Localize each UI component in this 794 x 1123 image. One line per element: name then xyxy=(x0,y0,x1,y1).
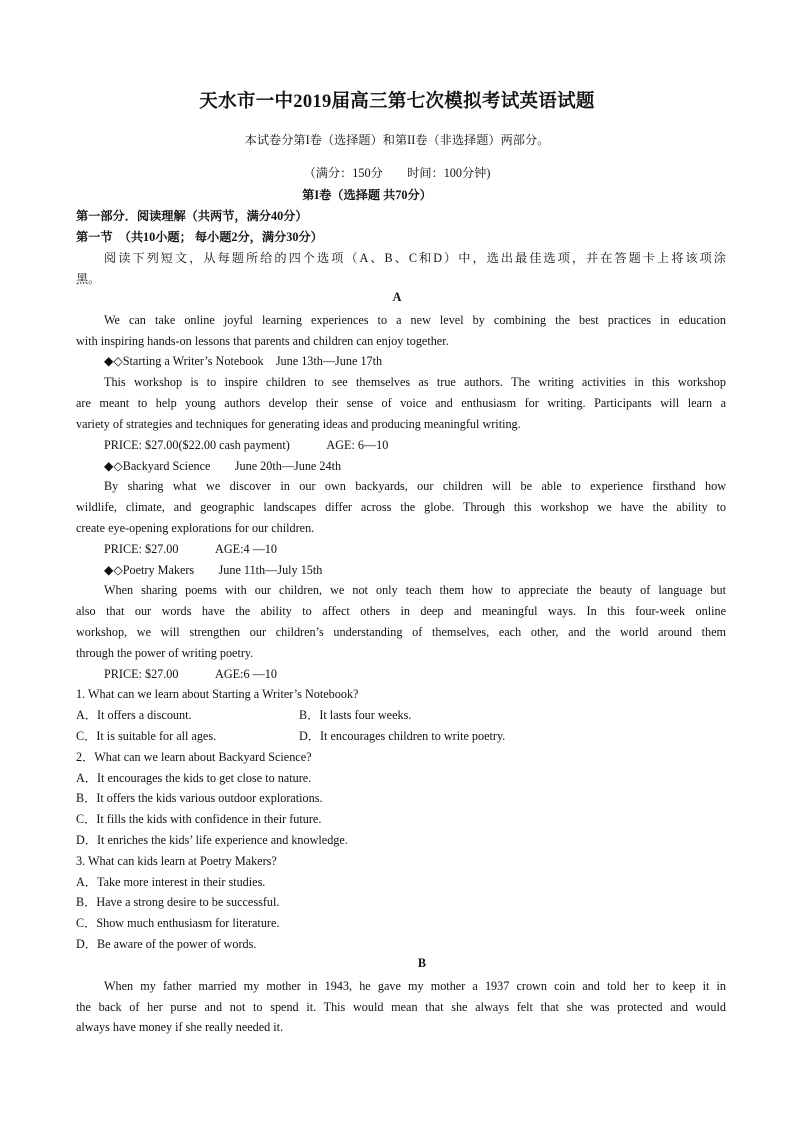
option-a: A．Take more interest in their studies. xyxy=(76,875,266,889)
workshop-title: ◆◇Backyard Science June 20th—June 24th xyxy=(104,459,342,473)
exam-intro: 本试卷分第I卷（选择题）和第II卷（非选择题）两部分。 xyxy=(244,133,550,147)
option-d: D．It enriches the kids’ life experience and knowledge. xyxy=(76,833,348,847)
workshop-price: PRICE: $27.00 AGE:6 —10 xyxy=(104,667,277,681)
workshop-price: PRICE: $27.00($22.00 cash payment) AGE: 6—10 xyxy=(104,438,389,452)
section-heading: 第一节 （共10小题； 每小题2分，满分30分） xyxy=(76,230,323,244)
paragraph-line: create eye-opening explorations for our children. xyxy=(76,521,315,535)
volume-heading: 第I卷（选择题 共70分） xyxy=(302,188,432,202)
option-c: C．Show much enthusiasm for literature. xyxy=(76,916,280,930)
paragraph-line: always have money if she really needed it. xyxy=(76,1020,284,1034)
question-stem: 3. What can kids learn at Poetry Makers? xyxy=(76,854,277,868)
passage-heading: A xyxy=(392,290,402,304)
paragraph-line: through the power of writing poetry. xyxy=(76,646,254,660)
option-b: B．It lasts four weeks. xyxy=(299,708,412,722)
paragraph-line: the back of her purse and not to spend it. This would mean that she always felt that she was protected and would xyxy=(76,1000,726,1014)
paragraph-line: variety of strategies and techniques for generating ideas and producing meaningful writing. xyxy=(76,417,521,431)
workshop-title: ◆◇Poetry Makers June 11th—July 15th xyxy=(104,563,323,577)
paragraph-line: When my father married my mother in 1943, he gave my mother a 1937 crown coin and told her to keep it in xyxy=(104,979,726,993)
instruction-line: 阅读下列短文，从每题所给的四个选项（A、B、C和D）中，选出最佳选项，并在答题卡上将该项涂 xyxy=(104,251,726,265)
paragraph-line: By sharing what we discover in our own backyards, our children will be able to experience firsthand how xyxy=(104,479,726,493)
paragraph-line: wildlife, climate, and geographic landscapes differ across the globe. Through this workshop we have the ability to xyxy=(76,500,726,514)
option-c: C．It is suitable for all ages. xyxy=(76,729,217,743)
workshop-title: ◆◇Starting a Writer’s Notebook June 13th—June 17th xyxy=(104,354,383,368)
option-c: C．It fills the kids with confidence in their future. xyxy=(76,812,322,826)
paragraph-line: with inspiring hands-on lessons that parents and children can enjoy together. xyxy=(76,334,449,348)
option-d: D．It encourages children to write poetry. xyxy=(299,729,506,743)
score-time: （满分：150分 时间：100分钟) xyxy=(303,166,491,180)
paragraph-line: workshop, we will strengthen our children’s understanding of themselves, each other, and the world around them xyxy=(76,625,726,639)
option-a: A．It offers a discount. xyxy=(76,708,192,722)
option-d: D．Be aware of the power of words. xyxy=(76,937,257,951)
option-b: B．It offers the kids various outdoor explorations. xyxy=(76,791,323,805)
exam-title: 天水市一中2019届高三第七次模拟考试英语试题 xyxy=(199,92,595,112)
instruction-line: 黑。 xyxy=(76,272,101,286)
question-stem: 1. What can we learn about Starting a Writer’s Notebook? xyxy=(76,687,359,701)
passage-heading: B xyxy=(417,956,427,970)
question-stem: 2．What can we learn about Backyard Science? xyxy=(76,750,312,764)
option-a: A．It encourages the kids to get close to nature. xyxy=(76,771,312,785)
paragraph-line: also that our words have the ability to affect others in deep and meaningful ways. In this four-week online xyxy=(76,604,726,618)
part-heading: 第一部分．阅读理解（共两节，满分40分） xyxy=(76,209,308,223)
paragraph-line: When sharing poems with our children, we not only teach them how to appreciate the beauty of language but xyxy=(104,583,726,597)
workshop-price: PRICE: $27.00 AGE:4 —10 xyxy=(104,542,277,556)
paragraph-line: This workshop is to inspire children to see themselves as true authors. The writing activities in this workshop xyxy=(104,375,726,389)
paragraph-line: are meant to help young authors develop their sense of voice and enthusiasm for writing. Participants will learn a xyxy=(76,396,726,410)
option-b: B．Have a strong desire to be successful. xyxy=(76,895,280,909)
paragraph-line: We can take online joyful learning experiences to a new level by combining the best practices in education xyxy=(104,313,726,327)
